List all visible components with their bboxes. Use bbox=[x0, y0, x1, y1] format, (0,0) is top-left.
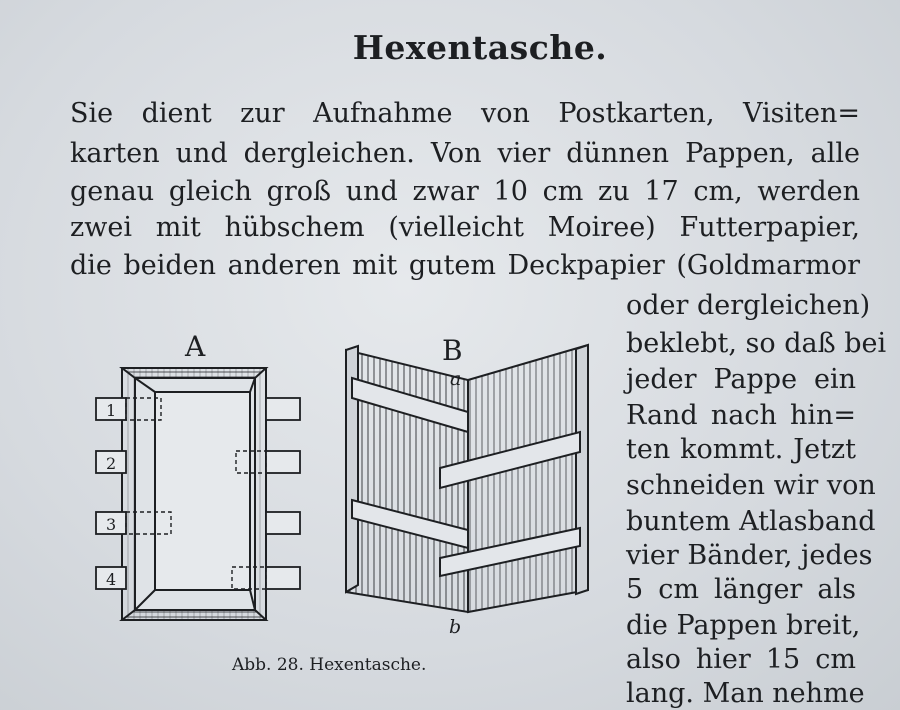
body-line-3: genau gleich groß und zwar 10 cm zu 17 cm, werden bbox=[70, 176, 860, 207]
side-line-3: jeder Pappe ein bbox=[626, 364, 856, 395]
figure-caption: Abb. 28. Hexentasche. bbox=[232, 655, 427, 675]
figure-b-right-board bbox=[468, 345, 588, 612]
figure-b-label: B bbox=[442, 334, 463, 367]
body-line-5: die beiden anderen mit gutem Deckpapier (Goldmarmor bbox=[70, 250, 860, 281]
mark-b: b bbox=[449, 616, 462, 638]
side-line-7: buntem Atlasband bbox=[626, 506, 876, 537]
tab-number-4: 4 bbox=[106, 570, 117, 589]
figure-a-board bbox=[122, 368, 266, 620]
page-title: Hexentasche. bbox=[352, 28, 608, 67]
side-line-2: beklebt, so daß bei bbox=[626, 328, 887, 359]
side-line-5: ten kommt. Jetzt bbox=[626, 434, 856, 465]
side-line-1: oder dergleichen) bbox=[626, 290, 871, 321]
tab-number-1: 1 bbox=[106, 401, 117, 420]
side-line-10: die Pappen breit, bbox=[626, 610, 861, 641]
side-line-12: lang. Man nehme bbox=[626, 678, 865, 709]
figure-a-label: A bbox=[185, 330, 206, 363]
tab-number-3: 3 bbox=[106, 515, 117, 534]
side-line-8: vier Bänder, jedes bbox=[626, 540, 873, 571]
side-line-9: 5 cm länger als bbox=[626, 574, 856, 605]
side-line-4: Rand nach hin= bbox=[626, 400, 856, 431]
side-line-6: schneiden wir von bbox=[626, 470, 876, 501]
tab-number-2: 2 bbox=[106, 454, 117, 473]
body-line-2: karten und dergleichen. Von vier dünnen Pappen, alle bbox=[70, 138, 860, 169]
side-line-11: also hier 15 cm bbox=[626, 644, 856, 675]
body-line-4: zwei mit hübschem (vielleicht Moiree) Futterpapier, bbox=[70, 212, 860, 243]
mark-a: a bbox=[450, 368, 462, 390]
body-line-1: Sie dient zur Aufnahme von Postkarten, Visiten= bbox=[70, 98, 860, 129]
